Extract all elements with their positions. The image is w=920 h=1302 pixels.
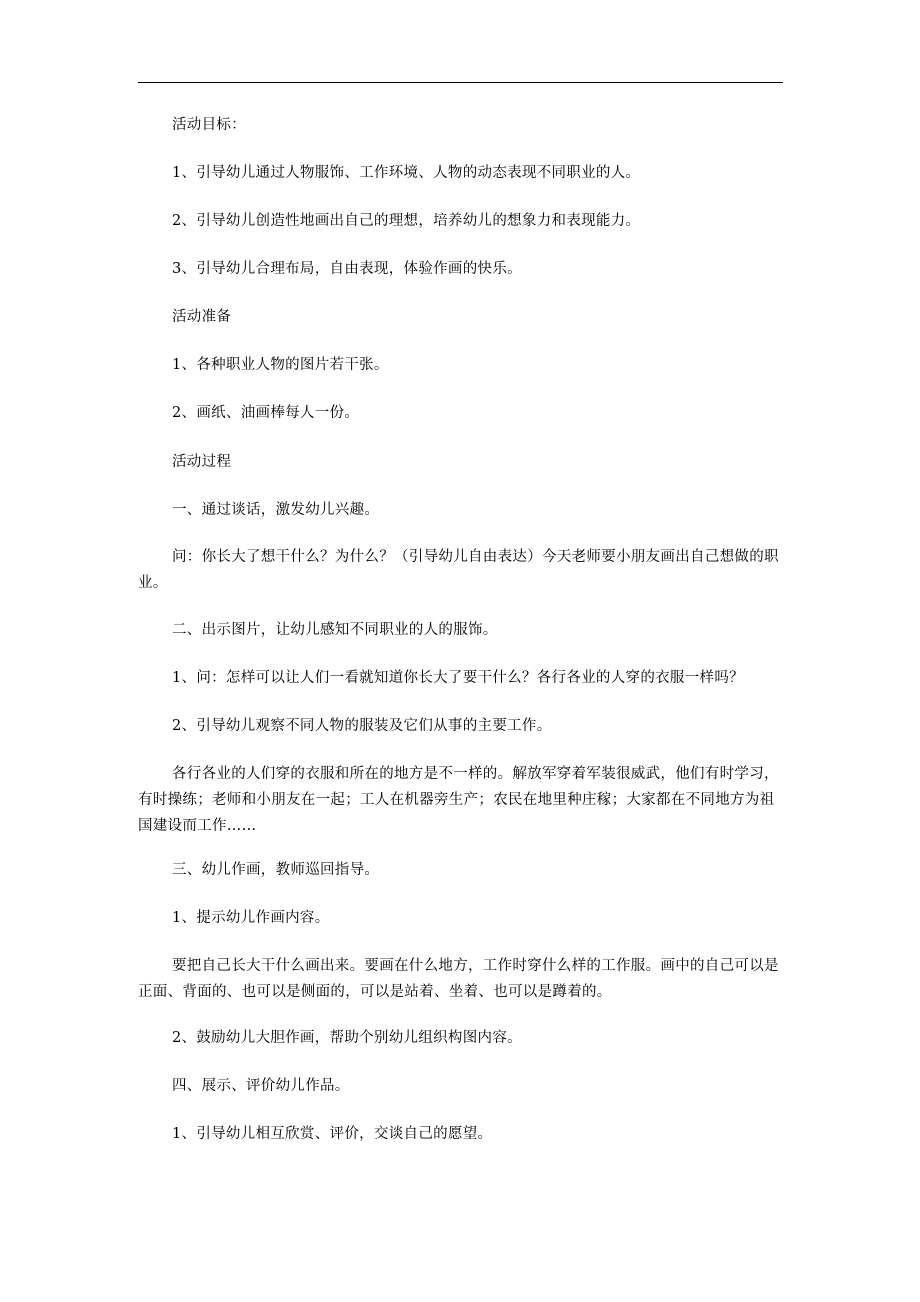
paragraph: 四、展示、评价幼儿作品。 [172, 1078, 350, 1094]
section-heading-goals: 活动目标： [172, 117, 246, 133]
paragraph: 各行各业的人们穿的衣服和所在的地方是不一样的。解放军穿着军装很威武，他们有时学习，有时操练；老师和小朋友在一起；工人在机器旁生产；农民在地里种庄稼；大家都在不同地方为祖国建设而工作…… [138, 766, 779, 834]
paragraph: 2、画纸、油画棒每人一份。 [172, 405, 360, 421]
paragraph: 一、通过谈话，激发幼儿兴趣。 [172, 502, 380, 518]
paragraph: 二、出示图片，让幼儿感知不同职业的人的服饰。 [172, 622, 498, 638]
section-heading-preparation: 活动准备 [172, 309, 232, 325]
paragraph: 3、引导幼儿合理布局，自由表现，体验作画的快乐。 [172, 261, 522, 277]
paragraph: 三、幼儿作画，教师巡回指导。 [172, 862, 380, 878]
paragraph: 1、各种职业人物的图片若干张。 [172, 357, 389, 373]
paragraph: 2、引导幼儿创造性地画出自己的理想，培养幼儿的想象力和表现能力。 [172, 213, 641, 229]
header-rule [138, 82, 783, 83]
paragraph: 2、鼓励幼儿大胆作画，帮助个别幼儿组织构图内容。 [172, 1030, 522, 1046]
paragraph: 1、引导幼儿通过人物服饰、工作环境、人物的动态表现不同职业的人。 [172, 165, 641, 181]
paragraph: 1、提示幼儿作画内容。 [172, 910, 330, 926]
paragraph: 1、引导幼儿相互欣赏、评价，交谈自己的愿望。 [172, 1126, 493, 1142]
paragraph: 1、问：怎样可以让人们一看就知道你长大了要干什么？各行各业的人穿的衣服一样吗？ [172, 670, 744, 686]
paragraph: 2、引导幼儿观察不同人物的服装及它们从事的主要工作。 [172, 718, 552, 734]
paragraph: 要把自己长大干什么画出来。要画在什么地方，工作时穿什么样的工作服。画中的自己可以是正面、背面的、也可以是侧面的，可以是站着、坐着、也可以是蹲着的。 [138, 958, 779, 1000]
section-heading-process: 活动过程 [172, 454, 232, 470]
paragraph: 问：你长大了想干什么？为什么？（引导幼儿自由表达）今天老师要小朋友画出自己想做的职业。 [138, 549, 779, 591]
